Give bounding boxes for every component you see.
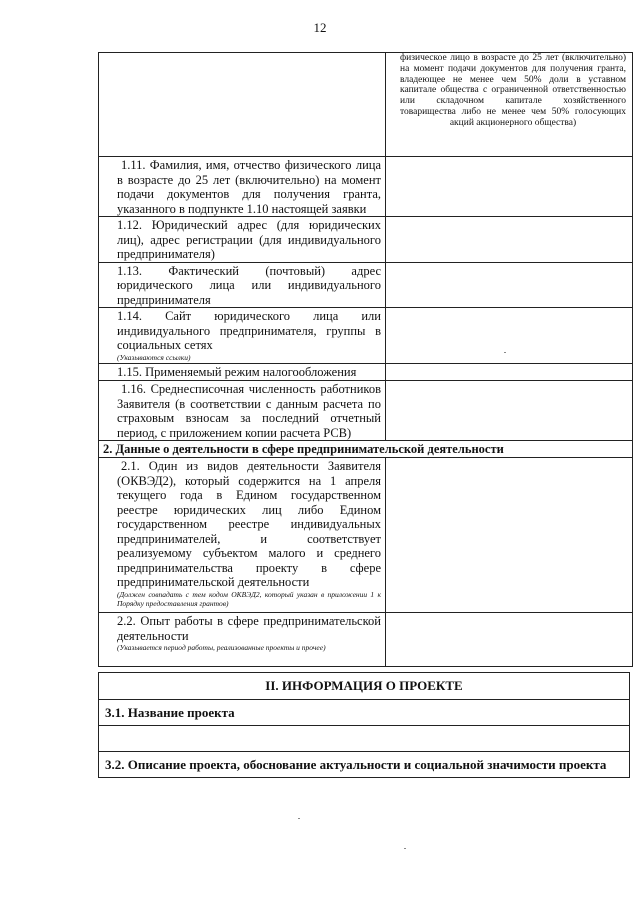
scan-speck xyxy=(404,848,406,849)
project-name-value-cell[interactable] xyxy=(99,726,630,752)
row-note-2-1: (Должен совпадать с тем кодом ОКВЭД2, который указан в приложении 1 к Порядку предоставления грантов) xyxy=(117,589,381,608)
table-row xyxy=(99,458,633,613)
table-row xyxy=(99,308,633,364)
value-cell-1-16[interactable] xyxy=(386,381,633,441)
table-row xyxy=(99,613,633,667)
table-row xyxy=(99,700,630,726)
table-row xyxy=(99,441,633,458)
row-label-1-14: 1.14. Сайт юридического лица или индивидуального предпринимателя, группы в социальных сетях xyxy=(117,309,381,352)
value-cell-1-13[interactable] xyxy=(386,262,633,308)
table-row xyxy=(99,673,630,700)
value-cell-2-2[interactable] xyxy=(386,613,633,667)
item-3-1-label: 3.1. Название проекта xyxy=(105,704,235,720)
item-3-2-label: 3.2. Описание проекта, обоснование актуальности и социальной значимости проекта xyxy=(105,756,607,772)
row-label-1-12: 1.12. Юридический адрес (для юридических лиц), адрес регистрации (для индивидуального предпринимателя) xyxy=(117,218,381,261)
table-row xyxy=(99,53,633,157)
row-label-2-1: 2.1. Один из видов деятельности Заявителя (ОКВЭД2), который содержится на 1 апреля текущего года в Едином государственном реестре юридических лиц либо Едином государственном реестре индивидуальных предпринимателей, и соответствует реализуемому субъектом малого и среднего предпринимательства проекту в сфере предпринимательской деятельности xyxy=(117,459,381,589)
row-label-1-11: 1.11. Фамилия, имя, отчество физического лица в возрасте до 25 лет (включительно) на момент подачи документов для получения гранта, указанного в подпункте 1.10 настоящей заявки xyxy=(117,158,381,216)
scan-speck xyxy=(298,818,300,819)
value-cell-1-15[interactable] xyxy=(386,364,633,381)
scan-speck xyxy=(504,352,506,353)
table-row xyxy=(99,157,633,217)
applicant-info-table xyxy=(98,52,633,667)
continuation-text: физическое лицо в возрасте до 25 лет (включительно) на момент подачи документов для получения гранта, владеющее не менее чем 50% доли в уставном капитале общества с ограниченной ответственностью или складочном капитале хозяйственного товарищества либо не менее чем 50% голосующих акций акционерного общества) xyxy=(400,53,626,128)
table-row xyxy=(99,364,633,381)
section-ii-title: II. ИНФОРМАЦИЯ О ПРОЕКТЕ xyxy=(265,678,463,693)
row-label-2-2: 2.2. Опыт работы в сфере предпринимательской деятельности xyxy=(117,614,381,643)
value-cell-1-12[interactable] xyxy=(386,217,633,263)
table-row xyxy=(99,726,630,752)
table-row xyxy=(99,381,633,441)
row-note-2-2: (Указывается период работы, реализованные проекты и прочее) xyxy=(117,643,326,652)
page-number: 12 xyxy=(313,20,327,35)
section-2-header: 2. Данные о деятельности в сфере предпринимательской деятельности xyxy=(103,442,504,456)
continuation-cell xyxy=(386,53,633,157)
row-label-1-15: 1.15. Применяемый режим налогообложения xyxy=(117,365,357,379)
row-note-1-14: (Указываются ссылки) xyxy=(117,352,191,362)
row-label-1-13: 1.13. Фактический (почтовый) адрес юридического лица или индивидуального предпринимателя xyxy=(117,263,381,307)
row-label-1-16: 1.16. Среднесписочная численность работников Заявителя (в соответствии с данным расчета по страховым взносам за последний отчетный период, с приложением копии расчета РСВ) xyxy=(117,382,381,440)
table-row xyxy=(99,752,630,778)
value-cell-1-11[interactable] xyxy=(386,157,633,217)
value-cell-1-14[interactable] xyxy=(386,308,633,364)
table-row xyxy=(99,217,633,263)
project-info-table xyxy=(98,672,630,778)
table-row xyxy=(99,262,633,308)
empty-cell xyxy=(99,53,386,157)
value-cell-2-1[interactable] xyxy=(386,458,633,613)
